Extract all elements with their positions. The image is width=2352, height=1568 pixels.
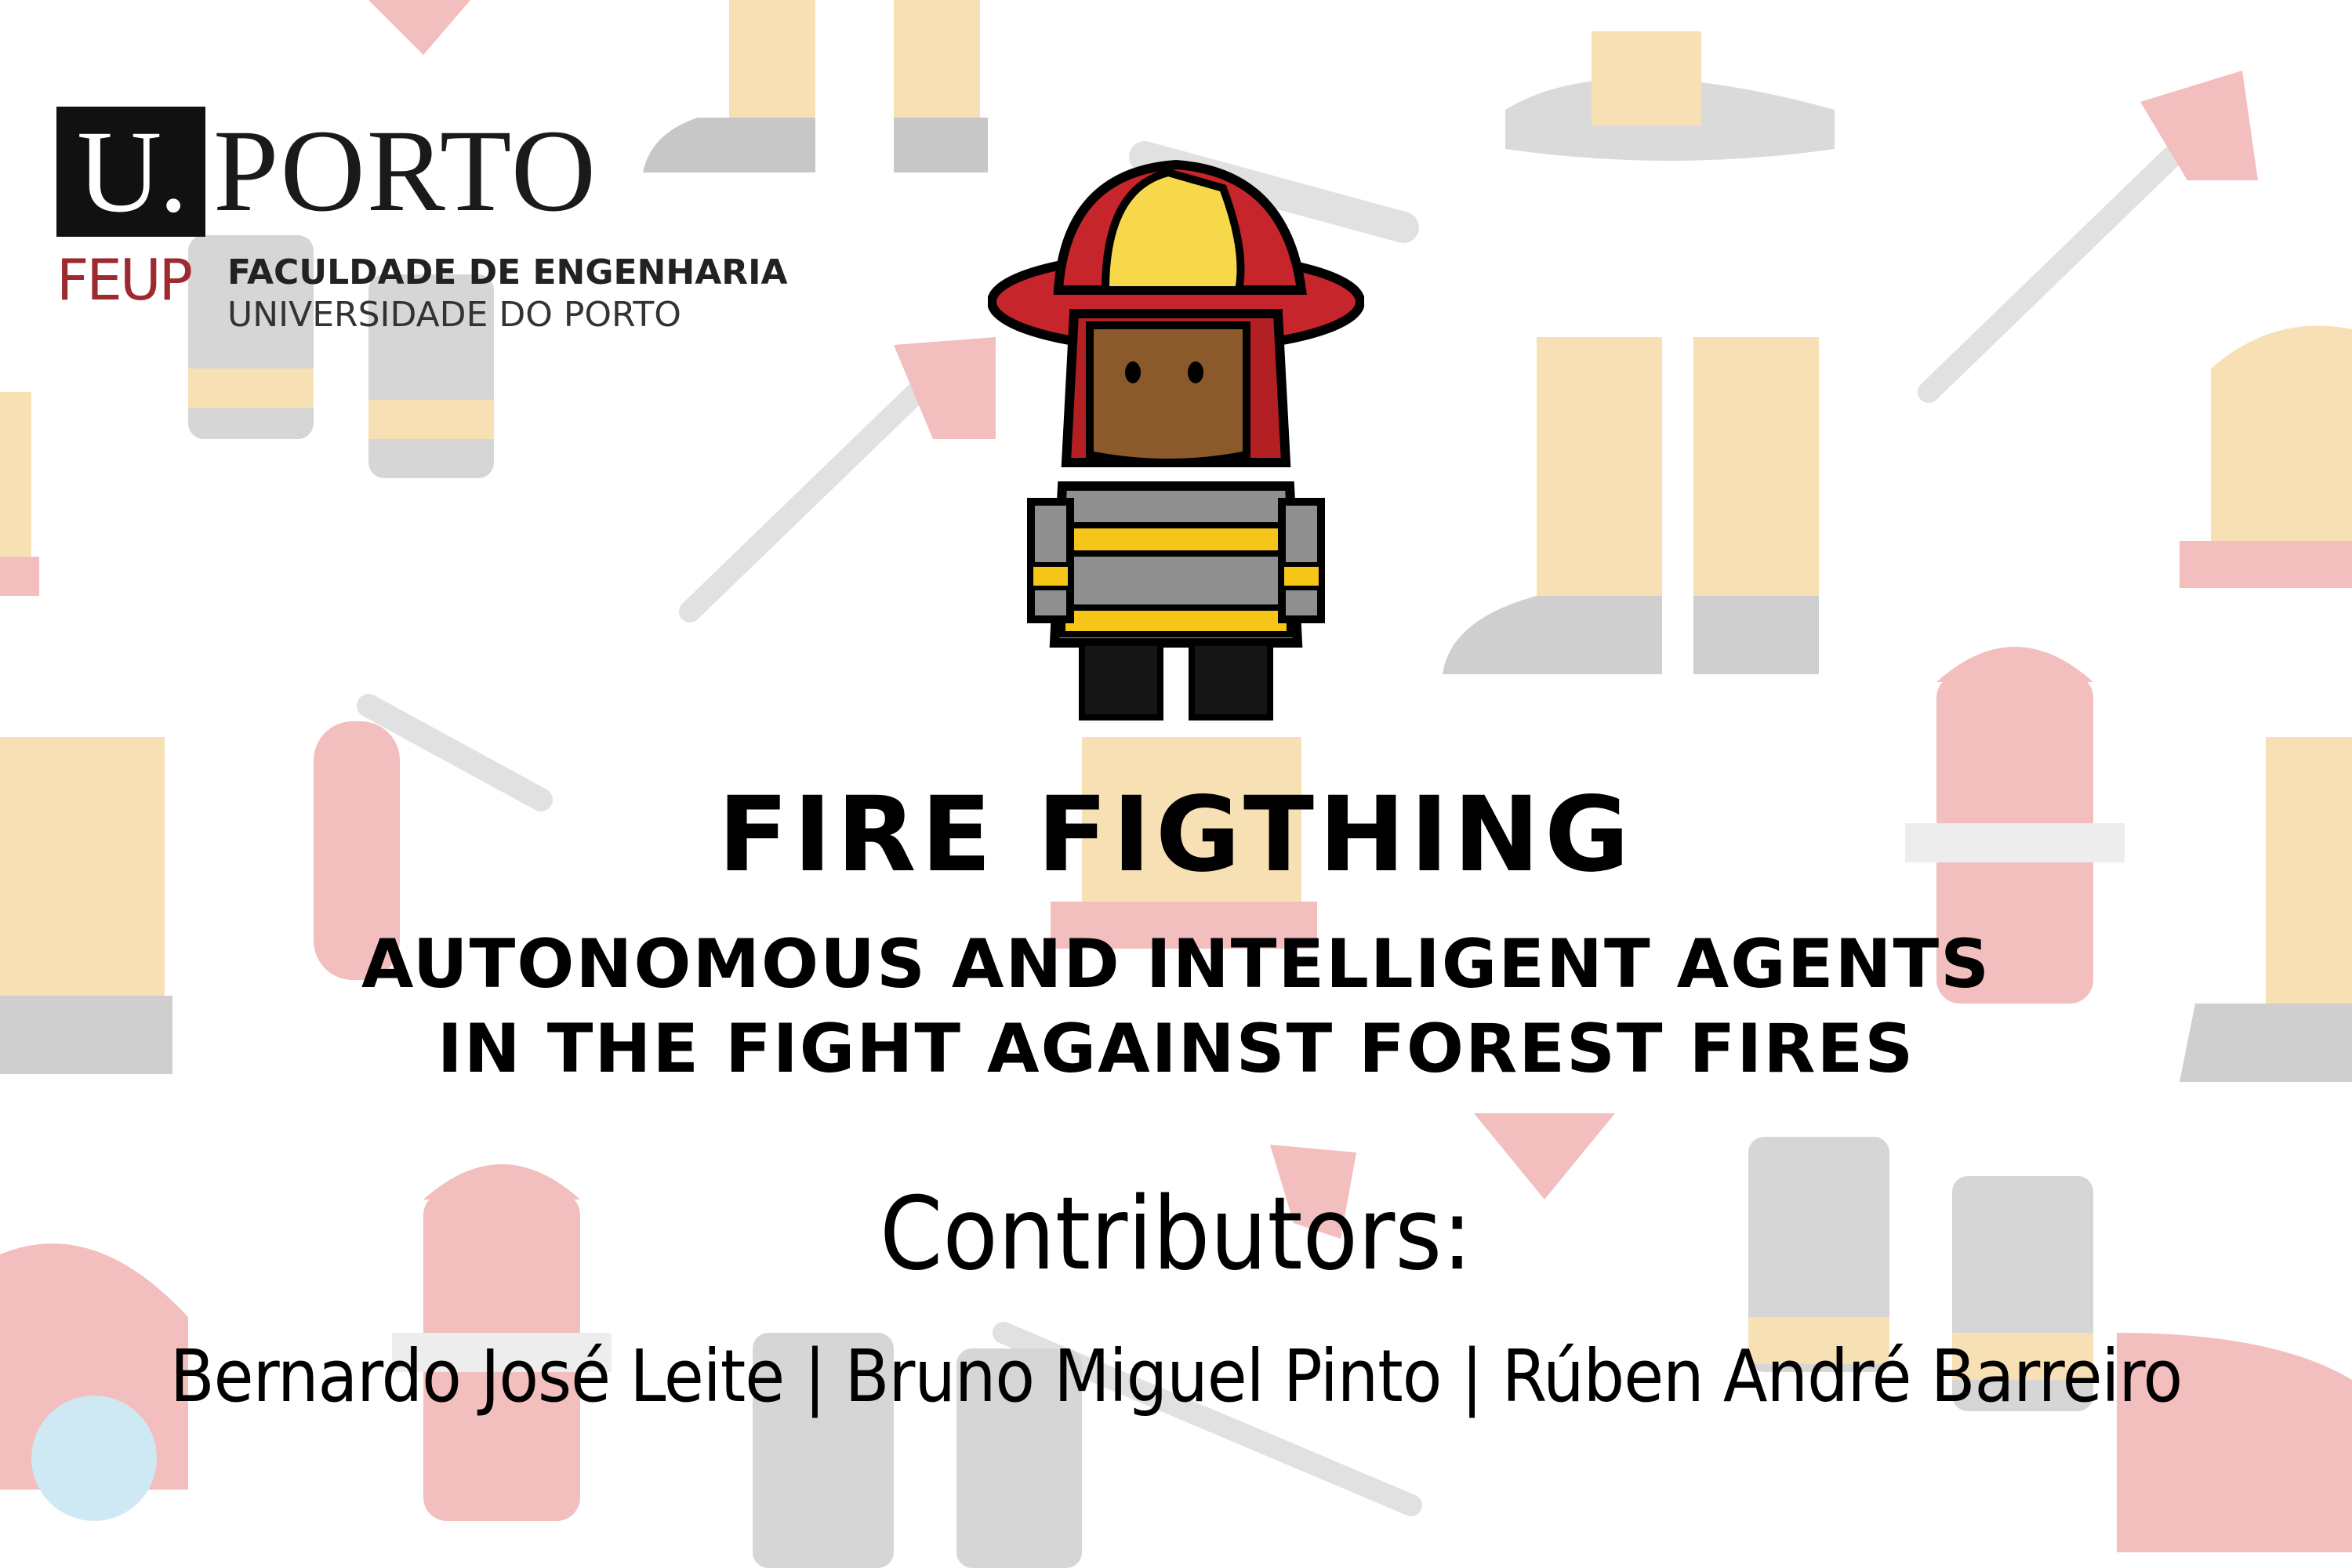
firefighter-illustration	[988, 157, 1364, 721]
u-mark: U.	[56, 107, 205, 237]
university-name: UNIVERSIDADE DO PORTO	[227, 295, 681, 335]
boots-icon	[643, 0, 988, 172]
subtitle-line-1: AUTONOMOUS AND INTELLIGENT AGENTS	[361, 925, 1991, 1004]
faculty-name: FACULDADE DE ENGENHARIA	[227, 252, 788, 292]
main-title: FIRE FIGTHING	[717, 775, 1635, 895]
feup-wordmark: FEUP	[56, 247, 191, 313]
subtitle-line-2: IN THE FIGHT AGAINST FOREST FIRES	[437, 1010, 1915, 1088]
contributors-names: Bernardo José Leite | Bruno Miguel Pinto | Rúben André Barreiro	[169, 1334, 2183, 1418]
contributors-label: Contributors:	[879, 1176, 1473, 1293]
porto-wordmark: PORTO	[213, 106, 598, 236]
